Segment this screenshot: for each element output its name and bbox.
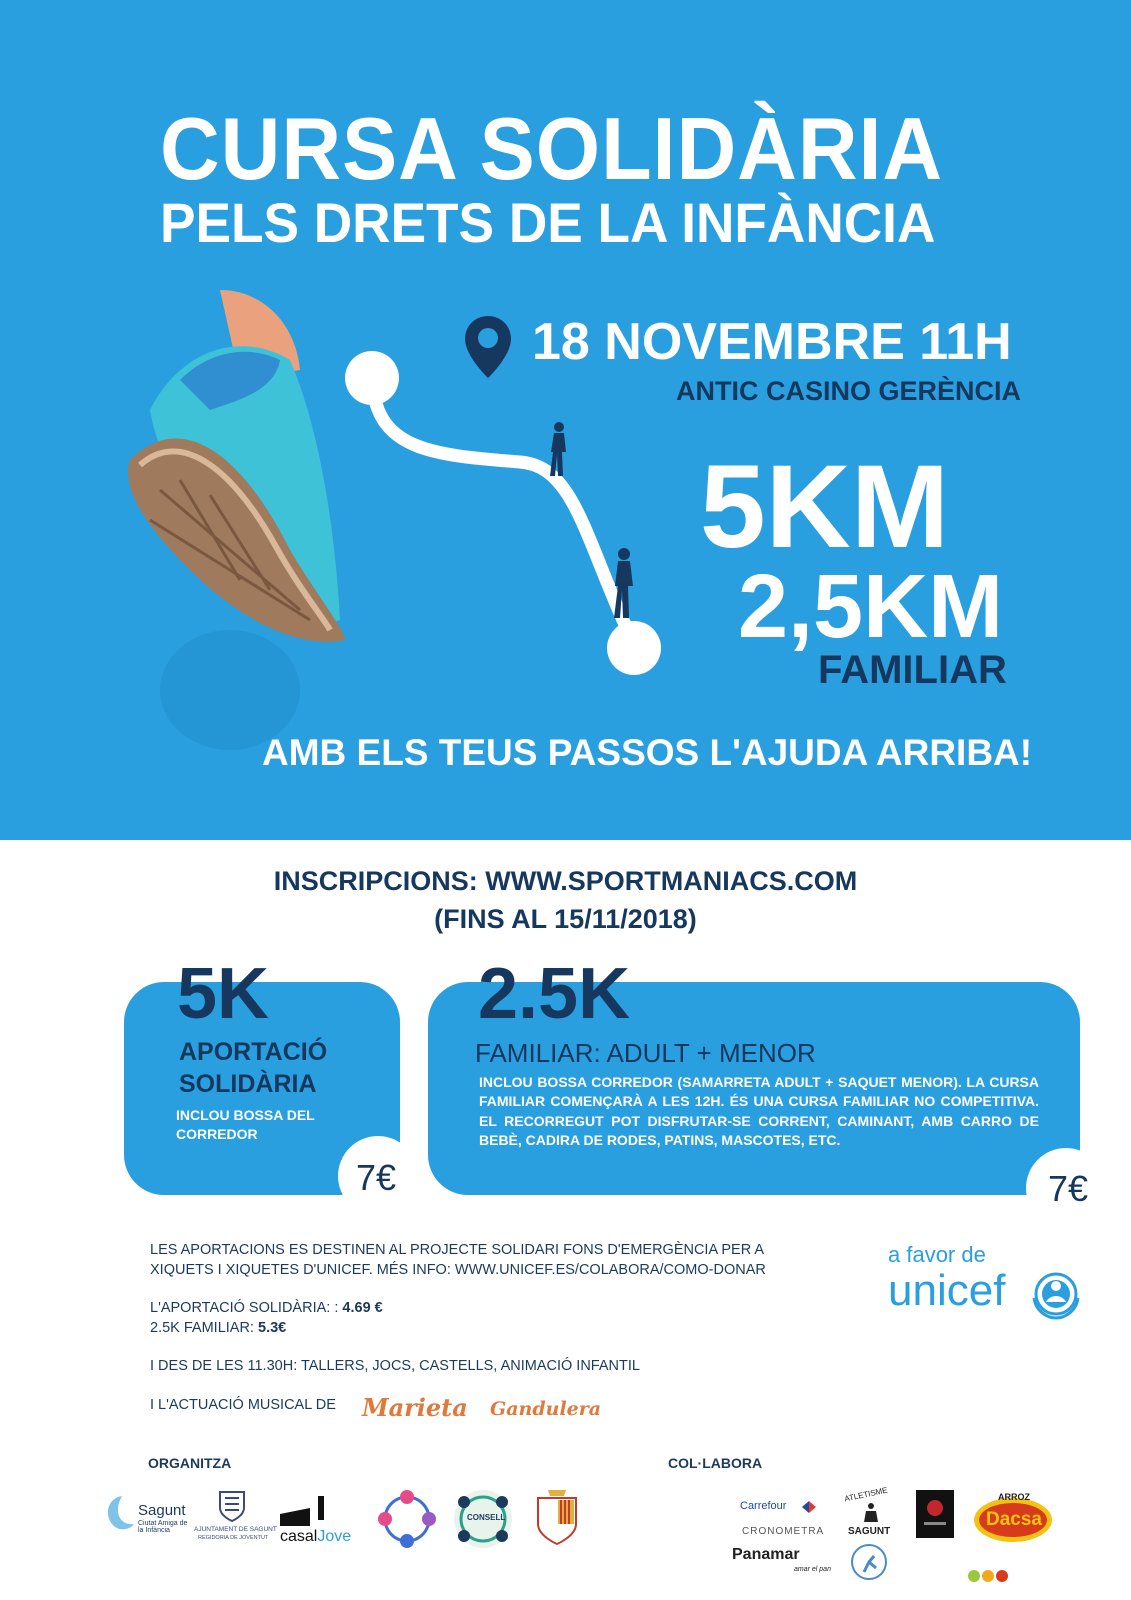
casal-jove-logo (278, 1494, 362, 1546)
aportacio-label: L'APORTACIÓ SOLIDÀRIA: : (150, 1300, 339, 1316)
event-title: CURSA SOLIDÀRIA (160, 99, 944, 198)
runner-icon (612, 548, 636, 620)
small-badges-logo (966, 1568, 1018, 1584)
destination-line-1: LES APORTACIONS ES DESTINEN AL PROJECTE SOLIDARI FONS D'EMERGÈNCIA PER A (150, 1242, 765, 1258)
casal-jove-shape-icon (280, 1494, 330, 1526)
unicef-logo: unicef (888, 1266, 1006, 1315)
price-5k: 7€ (356, 1157, 397, 1198)
price-2-5k: 7€ (1048, 1168, 1089, 1209)
aportacio-row (150, 1300, 383, 1316)
carrefour-icon (802, 1501, 816, 1513)
ajuntament-text: AJUNTAMENT DE SAGUNT (194, 1526, 277, 1533)
distance-family: 2,5KM (738, 557, 1004, 657)
consell-text: CONSELL (467, 1513, 506, 1522)
arroz-dacsa-logo (972, 1492, 1054, 1548)
unicef-favor: a favor de (888, 1242, 986, 1267)
sagunt-ciutat-amiga-logo (100, 1492, 192, 1542)
runner-emblem-icon (850, 1542, 888, 1582)
location-pin-icon (465, 316, 511, 378)
ajuntament-sagunt-logo (192, 1488, 277, 1548)
panamar-text: Panamar (732, 1546, 800, 1563)
casal-text (280, 1528, 351, 1546)
consell-infancia-logo (376, 1488, 438, 1550)
regidoria-text: REGIDORIA DE JOVENTUT (198, 1535, 269, 1541)
familiar-row (150, 1320, 286, 1336)
event-subtitle: PELS DRETS DE LA INFÀNCIA (160, 191, 936, 254)
event-date-time: 18 NOVEMBRE 11H (532, 313, 1012, 371)
carrefour-text: Carrefour (740, 1500, 787, 1512)
casal-word: casal (280, 1528, 318, 1545)
registration-link[interactable]: INSCRIPCIONS: WWW.SPORTMANIACS.COM (273, 866, 858, 896)
slogan: AMB ELS TEUS PASSOS L'AJUDA ARRIBA! (262, 732, 1033, 773)
card-5k-subtitle: APORTACIÓ SOLIDÀRIA (179, 1038, 328, 1098)
event-venue: ANTIC CASINO GERÈNCIA (676, 376, 1022, 406)
card-2-5k-subtitle: FAMILIAR: ADULT + MENOR (475, 1038, 816, 1068)
atletisme-city: SAGUNT (848, 1526, 891, 1537)
atletisme-sagunt-logo (842, 1485, 902, 1582)
municipal-shield-logo (534, 1484, 580, 1548)
performer-name-second: Gandulera (490, 1398, 602, 1420)
sagunt-logo-title: Sagunt (138, 1502, 186, 1519)
dacsa-text: Dacsa (986, 1509, 1042, 1530)
card-2-5k-title: 2.5K (478, 954, 631, 1034)
card-5k-title: 5K (177, 954, 270, 1034)
card-5k-detail: INCLOU BOSSA DEL CORREDOR (176, 1107, 315, 1142)
aportacio-value: 4.69 € (342, 1300, 383, 1316)
carrefour-logo (740, 1500, 830, 1518)
familiar-value: 5.3€ (258, 1320, 287, 1336)
organitza-label: ORGANITZA (148, 1455, 232, 1471)
athlete-icon (860, 1502, 882, 1524)
distance-main: 5KM (700, 441, 950, 573)
running-shoe-image (120, 290, 370, 770)
consell-logo (452, 1488, 514, 1550)
performer-name-first: Marieta (362, 1393, 468, 1422)
coat-of-arms-icon (217, 1488, 247, 1522)
cronometra-logo: CRONOMETRA (742, 1526, 825, 1537)
black-square-logo (916, 1490, 954, 1538)
panamar-logo (732, 1546, 842, 1578)
activities: I DES DE LES 11.30H: TALLERS, JOCS, CASTELLS, ANIMACIÓ INFANTIL (150, 1358, 640, 1374)
panamar-tagline: amar el pan (794, 1566, 831, 1573)
unicef-emblem-icon (1030, 1268, 1082, 1320)
family-label: FAMILIAR (818, 648, 1007, 692)
card-2-5k-detail: INCLOU BOSSA CORREDOR (SAMARRETA ADULT + SAQUET MENOR). LA CURSA FAMILIAR COMENÇARÀ A LES 12H. ÉS UNA CURSA FAMILIAR NO COMPETITIVA. EL RECORREGUT POT DISFRUTAR-SE CORRENT, CAMINANT, AMB CARRO DE BEBÈ, CADIRA DE RODES, PATINS, MASCOTES, ETC. (479, 1074, 1039, 1148)
atletisme-text: ATLETISME (843, 1485, 889, 1504)
registration-deadline: (FINS AL 15/11/2018) (434, 904, 697, 934)
runner-icon (548, 422, 570, 478)
music-prefix: I L'ACTUACIÓ MUSICAL DE (150, 1397, 336, 1413)
destination-line-2: XIQUETS I XIQUETES D'UNICEF. MÉS INFO: WWW.UNICEF.ES/COLABORA/COMO-DONAR (150, 1262, 766, 1278)
colabora-label: COL·LABORA (668, 1455, 763, 1471)
sagunt-logo-sub: Ciutat Amiga de la Infància (138, 1520, 188, 1534)
familiar-label: 2.5K FAMILIAR: (150, 1320, 254, 1336)
jove-word: Jove (317, 1528, 352, 1545)
moon-icon (100, 1492, 136, 1536)
arroz-text: ARROZ (998, 1492, 1030, 1502)
